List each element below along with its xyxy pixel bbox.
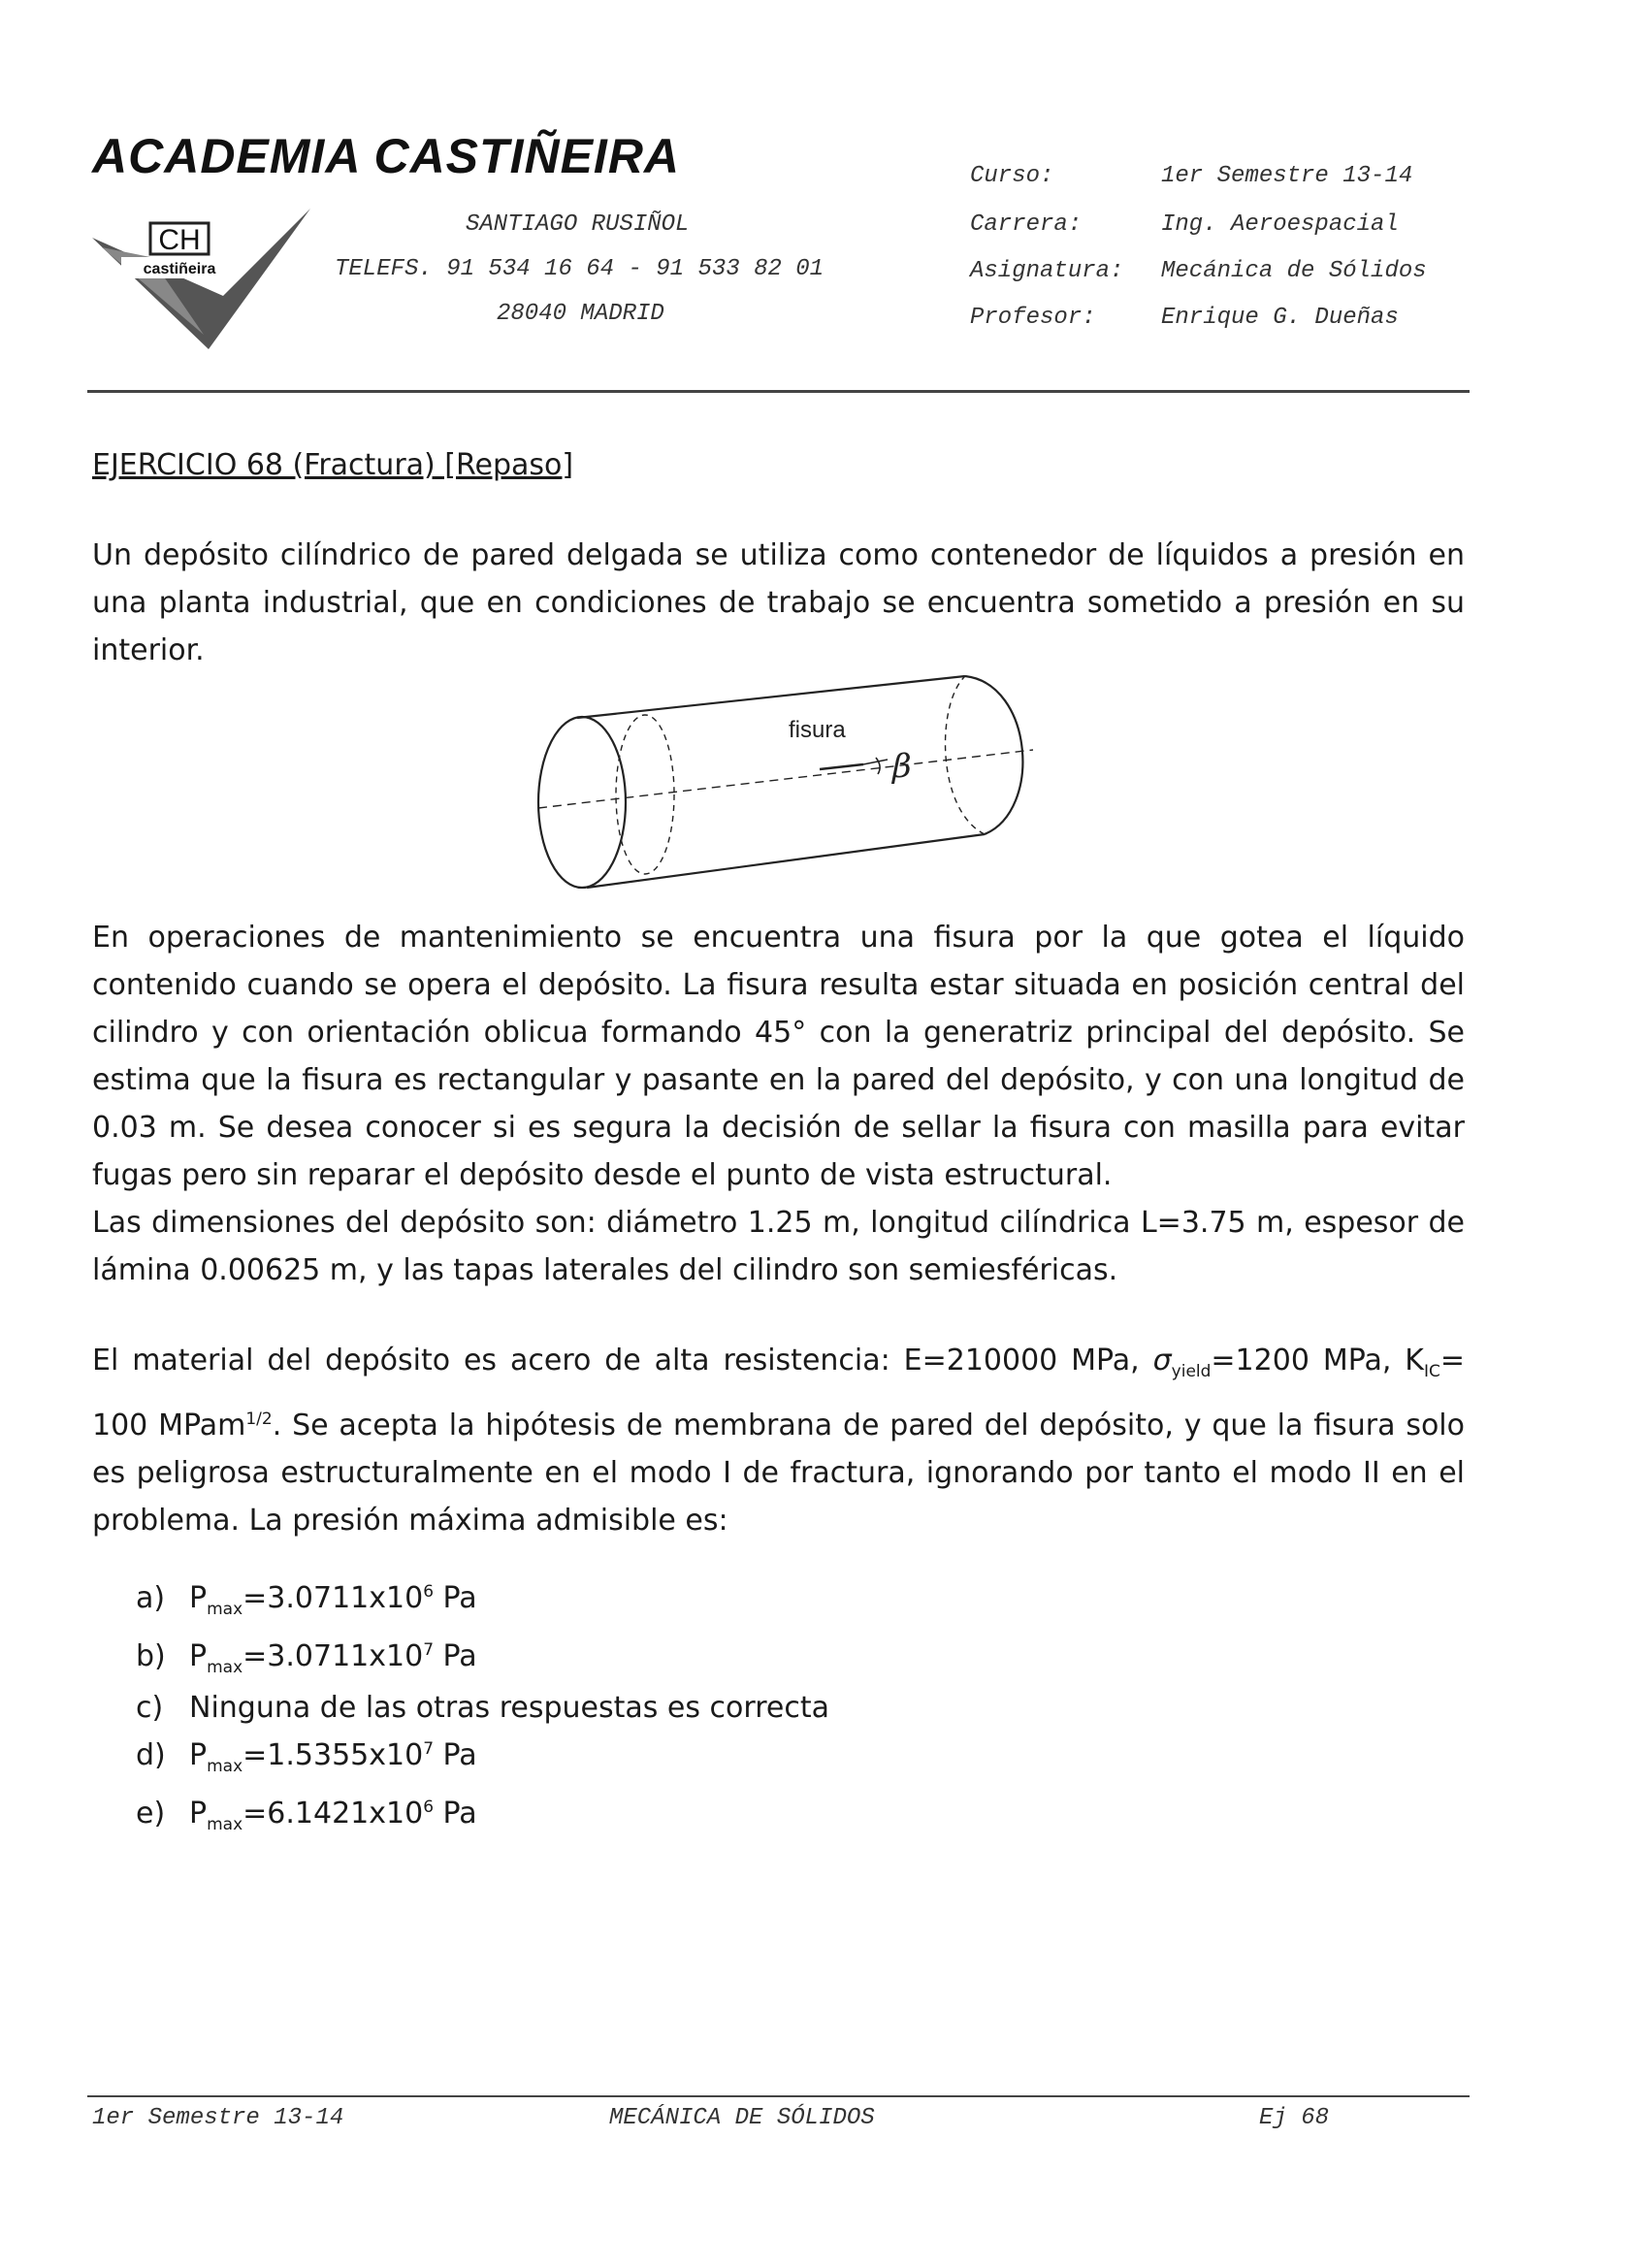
dimensions-description: Las dimensiones del depósito son: diámetro 1.25 m, longitud cilíndrica L=3.75 m, espesor de lámina 0.00625 m, y las tapas laterales del cilindro son semiesféricas. [92, 1206, 1465, 1287]
intro-paragraph [92, 532, 1465, 674]
intro-text: Un depósito cilíndrico de pared delgada se utiliza como contenedor de líquidos a presión en una planta industrial, que en condiciones de trabajo se encuentra sometido a presión en su interior. [92, 538, 1465, 667]
crack-description: En operaciones de mantenimiento se encuentra una fisura por la que gotea el líquido contenido cuando se opera el depósito. La fisura resulta estar situada en posición central del cilindro y con orientación oblicua formando 45° con la generatriz principal del depósito. Se estima que la fisura es rectangular y pasante en la pared del depósito, y con una longitud de 0.03 m. Se desea conocer si es segura la decisión de sellar la fisura con masilla para evitar fugas pero sin reparar el depósito desde el punto de vista estructural. [92, 921, 1465, 1192]
option-a: a) $P_{max}=3.0711x10^6$ Pa [136, 1581, 477, 1619]
beta-label: β [892, 747, 912, 786]
material-paragraph [92, 1337, 1465, 1544]
academy-name: ACADEMIA CASTIÑEIRA [92, 129, 681, 183]
address-city: 28040 MADRID [497, 301, 664, 327]
option-b: b) $P_{max}=3.0711x10^7$ Pa [136, 1639, 477, 1677]
footer-exercise-number: Ej 68 [1259, 2105, 1330, 2131]
option-d: d) $P_{max}=1.5355x10^7$ Pa [136, 1738, 477, 1776]
address-street: SANTIAGO RUSIÑOL [466, 211, 690, 238]
info-label-asignatura: Asignatura: [970, 258, 1124, 284]
angle-arc [876, 758, 880, 774]
header-divider [87, 390, 1470, 393]
footer-subject: MECÁNICA DE SÓLIDOS [609, 2105, 875, 2131]
exercise-title: EJERCICIO 68 (Fractura) [Repaso] [92, 448, 574, 482]
info-label-curso: Curso: [970, 163, 1054, 189]
academy-logo [92, 199, 315, 359]
info-value-asignatura: Mecánica de Sólidos [1161, 258, 1427, 284]
cylinder-right-cap [965, 676, 1022, 834]
info-value-carrera: Ing. Aeroespacial [1161, 211, 1399, 238]
info-value-curso: 1er Semestre 13-14 [1161, 163, 1413, 189]
address-phones: TELEFS. 91 534 16 64 - 91 533 82 01 [335, 256, 824, 282]
cylinder-bottom-edge [587, 834, 985, 888]
footer-semester: 1er Semestre 13-14 [92, 2105, 344, 2131]
fisura-label: fisura [789, 717, 846, 743]
info-label-carrera: Carrera: [970, 211, 1083, 238]
crack-line [820, 764, 863, 769]
option-e: e) $P_{max}=6.1421x10^6$ Pa [136, 1797, 477, 1834]
footer-divider [87, 2095, 1470, 2097]
answer-options [136, 1571, 829, 1845]
option-c: c) Ninguna de las otras respuestas es correcta [136, 1691, 829, 1725]
material-text: El material del depósito es acero de alta resistencia: E=210000 MPa, $\sigma_{yield}=1200$ MPa, $K_{IC}= 100$ MPam$^{1/2}$. Se acepta la hipótesis de membrana de pared del depósito, y que la fisura solo es peligrosa estructuralmente en el modo I de fractura, ignorando por tanto el modo II en el problema. La presión máxima admisible es: [92, 1344, 1465, 1538]
description-paragraph [92, 914, 1465, 1294]
sigma-symbol: σ [1152, 1344, 1172, 1377]
cylinder-left-cap [538, 717, 626, 888]
cylinder-figure [529, 664, 1052, 902]
cylinder-right-hidden [946, 676, 985, 834]
angle-arm [863, 760, 888, 764]
logo-subtitle: castiñeira [143, 261, 216, 277]
cylinder-axis [538, 750, 1033, 808]
info-value-profesor: Enrique G. Dueñas [1161, 305, 1399, 331]
logo-initials: CH [158, 224, 201, 256]
cylinder-top-edge [577, 676, 965, 718]
info-label-profesor: Profesor: [970, 305, 1096, 331]
